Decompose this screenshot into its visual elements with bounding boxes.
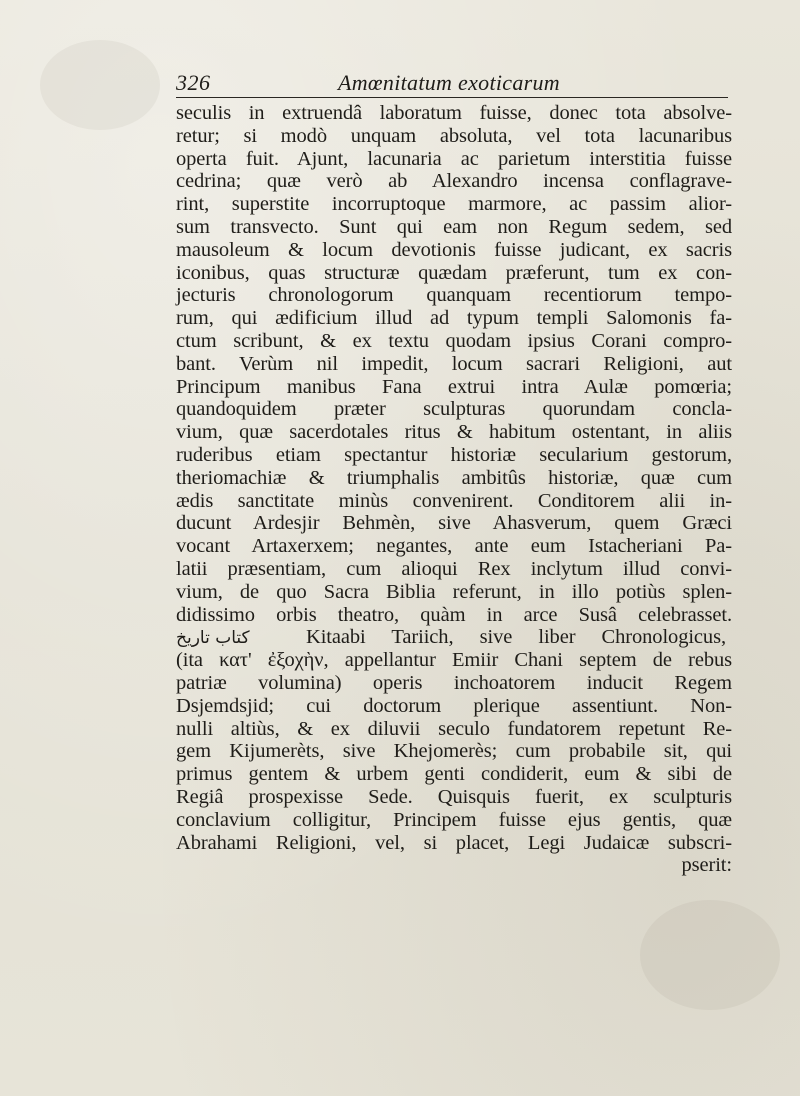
text-line: primus gentem & urbem genti condiderit, eum & sibi de: [176, 763, 732, 786]
text-line: cedrina; quæ verò ab Alexandro incensa conflagrave-: [176, 170, 732, 193]
text-line: retur; si modò unquam absoluta, vel tota lacunaribus: [176, 124, 732, 147]
catchword: pserit:: [681, 854, 732, 877]
text-line: gem Kijumerèts, sive Khejomerès; cum probabile sit, qui: [176, 740, 732, 763]
text-line: didissimo orbis theatro, quàm in arce Susâ celebrasset.: [176, 603, 732, 626]
text-line: theriomachiæ & triumphalis ambitûs historiæ, quæ cum: [176, 466, 732, 489]
text-line: (ita κατ' ἐξοχὴν, appellantur Emiir Chani septem de rebus: [176, 649, 732, 672]
text-line: ducunt Ardesjir Behmèn, sive Ahasverum, quem Græci: [176, 512, 732, 535]
text-line-with-arabic: [176, 626, 732, 649]
paper-stain: [40, 40, 160, 130]
text-line: Principum manibus Fana extrui intra Aulæ pomœria;: [176, 375, 732, 398]
text-line: rint, superstite incorruptoque marmore, ac passim alior-: [176, 193, 732, 216]
text-line: ædis sanctitate minùs convenirent. Conditorem alii in-: [176, 489, 732, 512]
text-line: ctum scribunt, & ex textu quodam ipsius Corani compro-: [176, 329, 732, 352]
text-line: conclavium colligitur, Principem fuisse ejus gentis, quæ: [176, 808, 732, 831]
text-line: jecturis chronologorum quanquam recentiorum tempo-: [176, 284, 732, 307]
running-head: Amœnitatum exoticarum: [338, 70, 560, 95]
text-line: mausoleum & locum devotionis fuisse judicant, ex sacris: [176, 238, 732, 261]
text-line: vocant Artaxerxem; negantes, ante eum Istacheriani Pa-: [176, 535, 732, 558]
text-line: iconibus, quas structuræ quædam præferunt, tum ex con-: [176, 261, 732, 284]
text-line: bant. Verùm nil impedit, locum sacrari Religioni, aut: [176, 352, 732, 375]
text-line: sum transvecto. Sunt qui eam non Regum sedem, sed: [176, 215, 732, 238]
header-rule: [176, 97, 728, 98]
page-header: [176, 70, 736, 98]
page-number: 326: [176, 70, 211, 95]
text-line: operta fuit. Ajunt, lacunaria ac parietum interstitia fuisse: [176, 147, 732, 170]
text-line: Abrahami Religioni, vel, si placet, Legi Judaicæ subscri-: [176, 831, 732, 854]
text-line: Kitaabi Tariich, sive liber Chronologicus,: [306, 626, 726, 649]
text-line: quandoquidem præter sculpturas quorundam concla-: [176, 398, 732, 421]
arabic-title: كتاب تاريخ: [176, 628, 250, 649]
text-line: nulli altiùs, & ex diluvii seculo fundatorem repetunt Re-: [176, 717, 732, 740]
text-line: ruderibus etiam spectantur historiæ secularium gestorum,: [176, 443, 732, 466]
text-line: Dsjemdsjid; cui doctorum plerique assentiunt. Non-: [176, 694, 732, 717]
paper-stain: [640, 900, 780, 1010]
text-line: vium, quæ sacerdotales ritus & habitum ostentant, in aliis: [176, 421, 732, 444]
text-line: rum, qui ædificium illud ad typum templi Salomonis fa-: [176, 307, 732, 330]
body-text: [176, 102, 732, 877]
text-line: vium, de quo Sacra Biblia referunt, in illo potiùs splen-: [176, 580, 732, 603]
text-line: Regiâ prospexisse Sede. Quisquis fuerit, ex sculpturis: [176, 785, 732, 808]
text-line: patriæ volumina) operis inchoatorem inducit Regem: [176, 671, 732, 694]
text-line: latii præsentiam, cum alioqui Rex inclytum illud convi-: [176, 557, 732, 580]
text-line: seculis in extruendâ laboratum fuisse, donec tota absolve-: [176, 102, 732, 124]
